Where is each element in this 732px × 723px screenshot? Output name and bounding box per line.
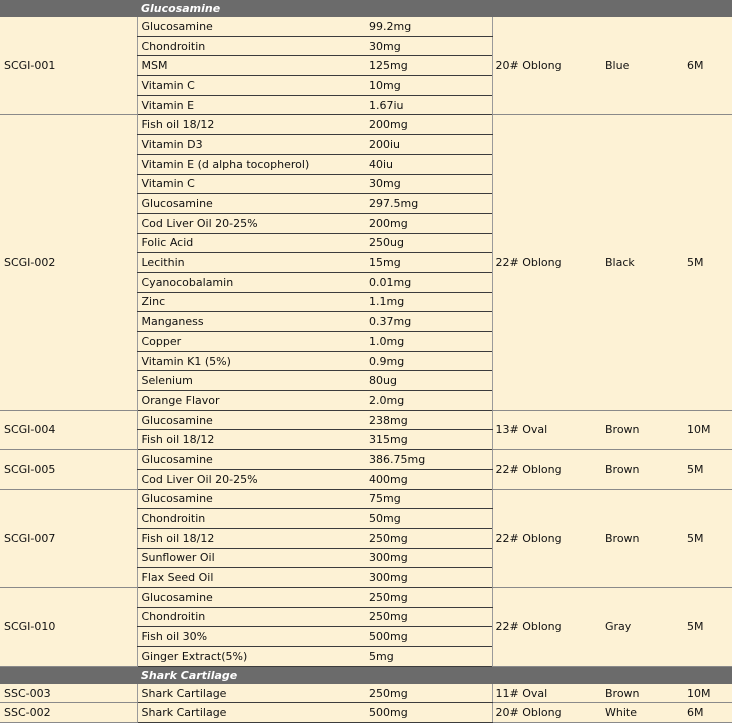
moq-value: 10M [687,684,732,703]
ingredient-amount: 400mg [366,469,492,489]
ingredient-amount: 30mg [366,174,492,194]
moq-value: 6M [687,703,732,723]
ingredient-name: Fish oil 18/12 [137,115,366,135]
capsule-color: Brown [602,684,687,703]
ingredient-amount: 250mg [366,528,492,548]
section-title: Glucosamine [137,0,732,17]
ingredient-name: Lecithin [137,253,366,273]
table-row [0,684,732,703]
table-row [0,410,732,430]
product-code: SCGI-007 [0,489,137,587]
capsule-size: 22# Oblong [492,489,602,587]
ingredient-name: Glucosamine [137,450,366,470]
capsule-color: Brown [602,450,687,489]
product-code: SCGI-002 [0,115,137,410]
ingredient-amount: 0.9mg [366,351,492,371]
ingredient-amount: 99.2mg [366,17,492,36]
ingredient-name: Zinc [137,292,366,312]
ingredient-amount: 125mg [366,56,492,76]
ingredient-amount: 40iu [366,154,492,174]
ingredient-amount: 2.0mg [366,391,492,411]
ingredient-amount: 300mg [366,548,492,568]
capsule-size: 20# Oblong [492,703,602,723]
moq-value: 5M [687,587,732,666]
ingredient-name: Fish oil 18/12 [137,528,366,548]
section-spacer [0,0,137,17]
ingredient-name: Shark Cartilage [137,703,366,723]
capsule-color: Brown [602,489,687,587]
ingredient-amount: 80ug [366,371,492,391]
ingredient-amount: 238mg [366,410,492,430]
ingredient-amount: 250mg [366,684,492,703]
ingredient-amount: 15mg [366,253,492,273]
moq-value: 5M [687,115,732,410]
ingredient-name: Glucosamine [137,587,366,607]
ingredient-name: Glucosamine [137,489,366,509]
capsule-size: 22# Oblong [492,587,602,666]
product-code: SCGI-005 [0,450,137,489]
capsule-size: 13# Oval [492,410,602,449]
ingredient-name: Orange Flavor [137,391,366,411]
ingredient-amount: 250mg [366,587,492,607]
ingredient-name: Fish oil 18/12 [137,430,366,450]
ingredient-name: Folic Acid [137,233,366,253]
moq-value: 5M [687,450,732,489]
ingredient-amount: 386.75mg [366,450,492,470]
ingredient-name: Fish oil 30% [137,627,366,647]
product-code: SSC-003 [0,684,137,703]
ingredient-name: Chondroitin [137,36,366,56]
ingredient-name: Glucosamine [137,410,366,430]
ingredient-amount: 10mg [366,76,492,96]
section-spacer [0,666,137,684]
ingredient-name: Copper [137,332,366,352]
ingredient-amount: 5mg [366,647,492,667]
product-code: SCGI-004 [0,410,137,449]
ingredient-name: Glucosamine [137,194,366,214]
section-title: Shark Cartilage [137,666,732,684]
ingredient-amount: 50mg [366,509,492,529]
ingredient-name: Glucosamine [137,17,366,36]
ingredient-amount: 0.37mg [366,312,492,332]
section-header-row [0,0,732,17]
moq-value: 6M [687,17,732,115]
capsule-color: Gray [602,587,687,666]
ingredient-name: Flax Seed Oil [137,568,366,588]
product-code: SSC-002 [0,703,137,723]
ingredient-amount: 200iu [366,135,492,155]
ingredient-name: Selenium [137,371,366,391]
ingredient-amount: 500mg [366,627,492,647]
ingredient-amount: 1.67iu [366,95,492,115]
ingredient-name: Shark Cartilage [137,684,366,703]
capsule-color: Black [602,115,687,410]
ingredient-name: Chondroitin [137,607,366,627]
ingredient-name: Ginger Extract(5%) [137,647,366,667]
capsule-color: Blue [602,17,687,115]
ingredient-amount: 0.01mg [366,272,492,292]
ingredient-name: Vitamin K1 (5%) [137,351,366,371]
ingredient-amount: 1.0mg [366,332,492,352]
ingredient-amount: 200mg [366,115,492,135]
ingredient-name: Sunflower Oil [137,548,366,568]
ingredient-name: Vitamin E (d alpha tocopherol) [137,154,366,174]
ingredient-name: Chondroitin [137,509,366,529]
ingredient-name: Cod Liver Oil 20-25% [137,213,366,233]
ingredient-amount: 500mg [366,703,492,723]
table-row [0,17,732,36]
table-row [0,115,732,135]
ingredient-name: MSM [137,56,366,76]
capsule-color: White [602,703,687,723]
ingredient-amount: 1.1mg [366,292,492,312]
ingredient-amount: 30mg [366,36,492,56]
capsule-color: Brown [602,410,687,449]
capsule-size: 22# Oblong [492,450,602,489]
ingredient-name: Manganess [137,312,366,332]
moq-value: 10M [687,410,732,449]
ingredient-amount: 75mg [366,489,492,509]
table-row [0,587,732,607]
capsule-size: 20# Oblong [492,17,602,115]
product-code: SCGI-001 [0,17,137,115]
table-row [0,703,732,723]
moq-value: 5M [687,489,732,587]
ingredient-name: Cod Liver Oil 20-25% [137,469,366,489]
capsule-size: 22# Oblong [492,115,602,410]
table-row [0,450,732,470]
capsule-size: 11# Oval [492,684,602,703]
ingredient-name: Vitamin D3 [137,135,366,155]
ingredient-name: Cyanocobalamin [137,272,366,292]
ingredient-amount: 200mg [366,213,492,233]
ingredient-name: Vitamin C [137,76,366,96]
ingredient-amount: 250mg [366,607,492,627]
ingredient-amount: 300mg [366,568,492,588]
ingredient-amount: 315mg [366,430,492,450]
product-code: SCGI-010 [0,587,137,666]
section-header-row [0,666,732,684]
ingredient-name: Vitamin E [137,95,366,115]
table-row [0,489,732,509]
ingredient-amount: 297.5mg [366,194,492,214]
ingredient-name: Vitamin C [137,174,366,194]
ingredient-amount: 250ug [366,233,492,253]
